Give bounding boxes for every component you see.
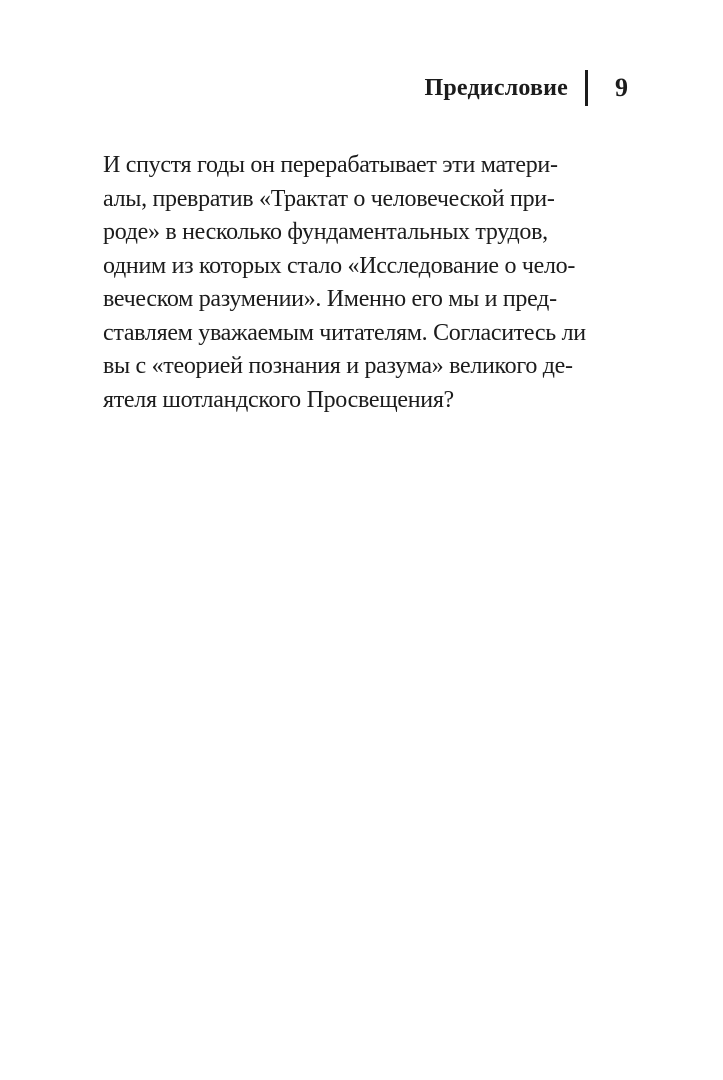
text-line: вы с «теорией познания и разума» великого де- bbox=[103, 353, 573, 379]
text-line: веческом разумении». Именно его мы и пред- bbox=[103, 286, 557, 312]
page-number: 9 bbox=[615, 73, 628, 102]
text-line: ятеля шотландского Просвещения? bbox=[103, 386, 454, 413]
text-line: роде» в несколько фундаментальных трудов, bbox=[103, 219, 548, 245]
text-line: одним из которых стало «Исследование о чело- bbox=[103, 252, 576, 279]
text-line: алы, превратив «Трактат о человеческой при- bbox=[103, 185, 555, 212]
text-line: И спустя годы он перерабатывает эти матери- bbox=[103, 152, 558, 178]
running-head bbox=[425, 70, 628, 106]
text-line: ставляем уважаемым читателям. Согласитесь ли bbox=[103, 319, 586, 346]
body-paragraph bbox=[103, 149, 606, 417]
header-divider bbox=[585, 70, 588, 106]
section-title: Предисловие bbox=[424, 74, 568, 101]
